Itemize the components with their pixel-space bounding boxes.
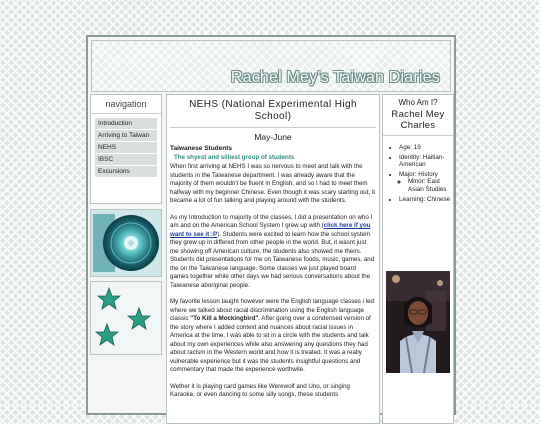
main-content [166,94,380,424]
facts-list [383,144,453,203]
minor-list [399,178,453,193]
fact-identity: • Identity: Haitian-American [399,154,453,169]
profile-photo [386,271,450,373]
paragraph-lesson [170,298,376,375]
site-frame [86,35,456,415]
paragraph-activities: Wether it is playing card games like Werewolf and Uno, or singing Karaoke, or even dancing to some silly songs, these students [170,382,350,398]
section-subheading: The shyest and silliest group of students [174,154,295,161]
paragraph-text: My favorite lesson taught however were the English language classes i led where we talked about racial discrimination using the English language classic [170,298,374,322]
navigation-panel [90,94,162,204]
nav-item-excursions[interactable]: Excursions [95,166,157,177]
paragraph-presentation [170,214,376,291]
fact-major [399,171,453,194]
cd-disc-image [90,209,162,277]
author-name: Rachel Mey Charles [383,109,453,136]
presentation-link[interactable]: click here if you want to see it :P [170,222,371,238]
paragraph-text: As my Introduction to majority of the classes, I did a presentation on who I am and on the American School System I grew up with ( [170,213,373,229]
teal-stars-image [90,281,162,355]
nav-title: navigation [91,99,161,114]
fact-major-text: Major: History [399,170,438,178]
page-title: NEHS (National Experimental High School) [170,99,376,128]
site-title: Rachel Mey's Taiwan Diaries [230,69,440,86]
fact-learning: • Learning: Chinese [399,196,453,204]
paragraph-text: . After going over a condensed version of the story where I added context and nuances about racial issues in America at the time, I was able to sit in a circle with the students and talk about my own experiences while also answering any questions they had about racism in the Western world and how it is treated. It was a really vulnerable experience but it was the students insightful questions and commentary that made the experience worthwile. [170,315,371,373]
section-heading: Taiwanese Students [170,145,233,152]
fact-minor: ◦ Minor: East Asian Studies [408,178,453,193]
sidebar-heading: Who Am I? [398,98,438,107]
nav-item-arriving-to-taiwan[interactable]: Arriving to Taiwan [95,130,157,141]
fact-age: • Age: 19 [399,144,453,152]
nav-item-introduction[interactable]: Introduction [95,118,157,129]
nav-item-nehs[interactable]: NEHS [95,142,157,153]
book-title: "To Kill a Mockingbird" [190,315,259,322]
about-sidebar [382,94,454,424]
paragraph-intro: When first arriving at NEHS I was so nervous to meet and talk with the students in the Taiwanese department. I was already aware that the majority of them wouldn't be fluent in English, and so I had to meet them halfway with my beginner Chinese. Even though it was scary starting out, it became a lot of fun talking and playing around with the students. [170,163,375,204]
paragraph-text: ). Students were excited to learn how the school system they grew up in differed from other people in the world. But, it wasnt just me showing off American culture, the students also showed me theirs. Students did presentations for me on Taiwanese foods, music, games, and the on the Taiwanese language. Some classes we just played board games together while other days we had serious conversations about the Taiwanese aboriginal people. [170,230,375,289]
site-header [91,40,451,92]
nav-item-ibsc[interactable]: IBSC [95,154,157,165]
date-range: May-June [254,132,292,142]
